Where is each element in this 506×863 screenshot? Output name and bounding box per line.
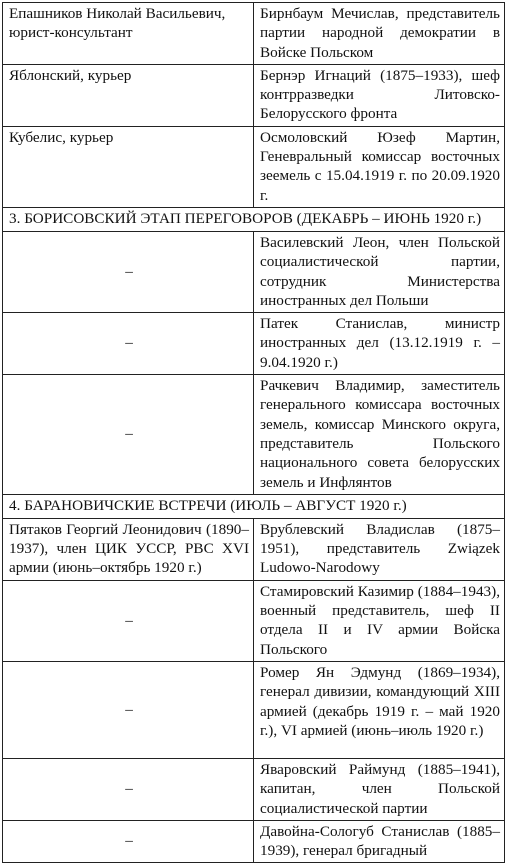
table-row (3, 580, 505, 661)
empty-dash-cell: – (3, 375, 254, 495)
negotiators-table (2, 2, 505, 863)
empty-dash-cell: – (3, 661, 254, 758)
table-row (3, 3, 505, 65)
table-row (3, 820, 505, 863)
table-cell-left: Пятаков Георгий Леонидович (1890–1937), член ЦИК УССР, РВС XVI армии (июнь–октябрь 1920 г.) (3, 518, 254, 580)
table-cell-left: Яблонский, курьер (3, 64, 254, 126)
table-cell-right: Бернэр Игнаций (1875–1933), шеф контрразведки Литовско-Белорусского фронта (254, 64, 505, 126)
table-cell-left: Кубелис, курьер (3, 126, 254, 207)
table-row (3, 518, 505, 580)
table-row (3, 758, 505, 820)
section-header-row (3, 494, 505, 518)
section-header: 4. БАРАНОВИЧСКИЕ ВСТРЕЧИ (ИЮЛЬ – АВГУСТ 1920 г.) (3, 494, 505, 518)
empty-dash-cell: – (3, 580, 254, 661)
section-header-row (3, 207, 505, 231)
table-row (3, 64, 505, 126)
table-row (3, 313, 505, 375)
table-body (3, 3, 505, 863)
empty-dash-cell: – (3, 758, 254, 820)
table-cell-right: Бирнбаум Мечислав, представитель партии народной демократии в Войске Польском (254, 3, 505, 65)
table-cell-left: Епашников Николай Васильевич, юрист-консультант (3, 3, 254, 65)
table-row (3, 661, 505, 758)
section-header: 3. БОРИСОВСКИЙ ЭТАП ПЕРЕГОВОРОВ (ДЕКАБРЬ – ИЮНЬ 1920 г.) (3, 207, 505, 231)
table-cell-right: Яваровский Раймунд (1885–1941), капитан, член Польской социалистической партии (254, 758, 505, 820)
empty-dash-cell: – (3, 231, 254, 312)
table-cell-right: Врублевский Владислав (1875–1951), представитель Związek Ludowo-Narodowy (254, 518, 505, 580)
table-cell-right: Василевский Леон, член Польской социалистической партии, сотрудник Министерства иностранных дел Польши (254, 231, 505, 312)
table-cell-right: Давойна-Сологуб Станислав (1885–1939), генерал бригадный (254, 820, 505, 863)
table-row (3, 126, 505, 207)
table-row (3, 375, 505, 495)
table-cell-right: Патек Станислав, министр иностранных дел (13.12.1919 г. – 9.04.1920 г.) (254, 313, 505, 375)
empty-dash-cell: – (3, 313, 254, 375)
table-cell-right: Рачкевич Владимир, заместитель генерального комиссара восточных земель, комиссар Минского округа, представитель Польского национального совета белорусских земель и Инфлянтов (254, 375, 505, 495)
empty-dash-cell: – (3, 820, 254, 863)
table-cell-right: Стамировский Казимир (1884–1943), военный представитель, шеф II отдела II и IV армии Войска Польского (254, 580, 505, 661)
table-cell-right: Осмоловский Юзеф Мартин, Геневральный комиссар восточных зеемель с 15.04.1919 г. по 20.09.1920 г. (254, 126, 505, 207)
table-row (3, 231, 505, 312)
table-cell-right: Ромер Ян Эдмунд (1869–1934), генерал дивизии, командующий XIII армией (декабрь 1919 г. – май 1920 г.), VI армией (июнь–июль 1920 г.) (254, 661, 505, 758)
